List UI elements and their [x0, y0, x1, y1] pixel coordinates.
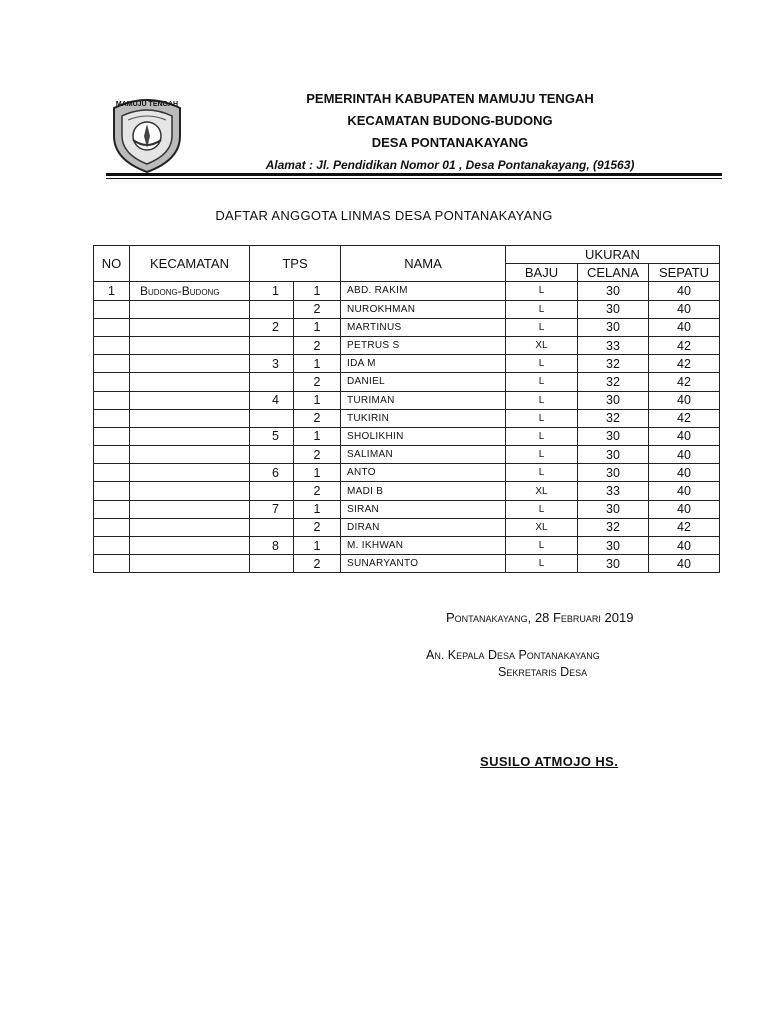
cell-sepatu: 40: [649, 282, 720, 300]
cell-tps: [250, 300, 294, 318]
cell-nama: TUKIRIN: [341, 409, 506, 427]
cell-baju: L: [506, 555, 578, 573]
cell-baju: L: [506, 427, 578, 445]
cell-nama: SALIMAN: [341, 446, 506, 464]
cell-kecamatan: [130, 336, 250, 354]
cell-celana: 30: [578, 537, 649, 555]
cell-tps: 3: [250, 355, 294, 373]
cell-idx: 1: [294, 500, 341, 518]
cell-no: 1: [94, 282, 130, 300]
district-name: KECAMATAN BUDONG-BUDONG: [347, 113, 553, 128]
cell-kecamatan: [130, 391, 250, 409]
header-baju: BAJU: [506, 264, 578, 282]
svg-text:MAMUJU TENGAH: MAMUJU TENGAH: [115, 101, 179, 108]
cell-celana: 30: [578, 282, 649, 300]
cell-baju: L: [506, 318, 578, 336]
cell-tps: 2: [250, 318, 294, 336]
cell-idx: 2: [294, 518, 341, 536]
cell-celana: 32: [578, 355, 649, 373]
cell-nama: NUROKHMAN: [341, 300, 506, 318]
cell-celana: 32: [578, 409, 649, 427]
cell-baju: L: [506, 282, 578, 300]
cell-kecamatan: [130, 464, 250, 482]
table-row: [94, 427, 720, 445]
cell-no: [94, 427, 130, 445]
cell-sepatu: 40: [649, 537, 720, 555]
cell-tps: [250, 409, 294, 427]
cell-sepatu: 40: [649, 427, 720, 445]
cell-sepatu: 40: [649, 464, 720, 482]
cell-kecamatan: [130, 500, 250, 518]
members-table: [93, 245, 720, 573]
cell-no: [94, 555, 130, 573]
cell-kecamatan: [130, 427, 250, 445]
header-kecamatan: KECAMATAN: [130, 246, 250, 282]
cell-sepatu: 40: [649, 500, 720, 518]
table-row: [94, 373, 720, 391]
cell-tps: 7: [250, 500, 294, 518]
table-row: [94, 446, 720, 464]
cell-nama: IDA M: [341, 355, 506, 373]
header-sepatu: SEPATU: [649, 264, 720, 282]
cell-tps: 6: [250, 464, 294, 482]
table-row: [94, 300, 720, 318]
cell-kecamatan: [130, 300, 250, 318]
cell-baju: XL: [506, 482, 578, 500]
cell-sepatu: 42: [649, 409, 720, 427]
cell-no: [94, 318, 130, 336]
cell-celana: 32: [578, 518, 649, 536]
table-row: [94, 464, 720, 482]
cell-nama: ANTO: [341, 464, 506, 482]
village-name: DESA PONTANAKAYANG: [371, 135, 529, 150]
cell-idx: 1: [294, 355, 341, 373]
cell-nama: ABD. RAKIM: [341, 282, 506, 300]
cell-celana: 33: [578, 482, 649, 500]
header-nama: NAMA: [341, 246, 506, 282]
table-row: [94, 282, 720, 300]
cell-sepatu: 40: [649, 391, 720, 409]
regency-emblem-logo: [106, 90, 188, 174]
cell-no: [94, 446, 130, 464]
cell-tps: 1: [250, 282, 294, 300]
cell-tps: [250, 518, 294, 536]
cell-nama: DANIEL: [341, 373, 506, 391]
cell-nama: SHOLIKHIN: [341, 427, 506, 445]
cell-kecamatan: [130, 318, 250, 336]
cell-no: [94, 391, 130, 409]
cell-celana: 30: [578, 300, 649, 318]
letterhead: [200, 88, 700, 175]
table-row: [94, 318, 720, 336]
cell-nama: TURIMAN: [341, 391, 506, 409]
cell-baju: L: [506, 373, 578, 391]
cell-sepatu: 40: [649, 446, 720, 464]
cell-kecamatan: [130, 482, 250, 500]
header-ukuran: UKURAN: [506, 246, 720, 264]
cell-tps: [250, 555, 294, 573]
table-row: [94, 482, 720, 500]
cell-baju: L: [506, 409, 578, 427]
cell-kecamatan: [130, 555, 250, 573]
cell-idx: 2: [294, 373, 341, 391]
table-row: [94, 355, 720, 373]
cell-tps: 4: [250, 391, 294, 409]
signatory-title: Sekretaris Desa: [498, 665, 588, 679]
cell-nama: MARTINUS: [341, 318, 506, 336]
cell-sepatu: 40: [649, 300, 720, 318]
cell-idx: 2: [294, 555, 341, 573]
cell-baju: L: [506, 300, 578, 318]
cell-no: [94, 464, 130, 482]
cell-kecamatan: [130, 537, 250, 555]
table-row: [94, 555, 720, 573]
cell-idx: 1: [294, 318, 341, 336]
cell-idx: 2: [294, 482, 341, 500]
cell-baju: L: [506, 355, 578, 373]
cell-celana: 30: [578, 555, 649, 573]
cell-nama: DIRAN: [341, 518, 506, 536]
cell-sepatu: 40: [649, 555, 720, 573]
letterhead-rule-thick: [106, 173, 722, 176]
cell-baju: L: [506, 537, 578, 555]
cell-no: [94, 500, 130, 518]
cell-idx: 1: [294, 282, 341, 300]
government-name: PEMERINTAH KABUPATEN MAMUJU TENGAH: [306, 91, 594, 106]
cell-idx: 1: [294, 537, 341, 555]
cell-celana: 32: [578, 373, 649, 391]
cell-no: [94, 300, 130, 318]
cell-no: [94, 355, 130, 373]
cell-baju: L: [506, 500, 578, 518]
cell-nama: M. IKHWAN: [341, 537, 506, 555]
cell-no: [94, 336, 130, 354]
table-row: [94, 537, 720, 555]
cell-no: [94, 482, 130, 500]
cell-nama: SIRAN: [341, 500, 506, 518]
cell-idx: 2: [294, 300, 341, 318]
cell-kecamatan: [130, 373, 250, 391]
cell-sepatu: 42: [649, 373, 720, 391]
table-row: [94, 336, 720, 354]
cell-baju: L: [506, 464, 578, 482]
cell-nama: SUNARYANTO: [341, 555, 506, 573]
table-row: [94, 518, 720, 536]
cell-idx: 1: [294, 427, 341, 445]
cell-idx: 1: [294, 464, 341, 482]
cell-tps: 8: [250, 537, 294, 555]
cell-celana: 33: [578, 336, 649, 354]
table-row: [94, 391, 720, 409]
cell-celana: 30: [578, 391, 649, 409]
cell-idx: 2: [294, 409, 341, 427]
table-row: [94, 409, 720, 427]
cell-celana: 30: [578, 318, 649, 336]
cell-kecamatan: [130, 409, 250, 427]
cell-idx: 2: [294, 446, 341, 464]
cell-no: [94, 373, 130, 391]
cell-tps: 5: [250, 427, 294, 445]
cell-kecamatan: [130, 355, 250, 373]
cell-baju: XL: [506, 336, 578, 354]
cell-tps: [250, 373, 294, 391]
cell-baju: L: [506, 446, 578, 464]
cell-sepatu: 40: [649, 318, 720, 336]
cell-no: [94, 537, 130, 555]
cell-sepatu: 40: [649, 482, 720, 500]
cell-no: [94, 518, 130, 536]
cell-celana: 30: [578, 427, 649, 445]
cell-kecamatan: [130, 518, 250, 536]
cell-nama: PETRUS S: [341, 336, 506, 354]
cell-sepatu: 42: [649, 336, 720, 354]
header-no: NO: [94, 246, 130, 282]
cell-celana: 30: [578, 446, 649, 464]
cell-kecamatan: Budong-Budong: [130, 282, 250, 300]
place-date: Pontanakayang, 28 Februari 2019: [446, 610, 634, 625]
signatory-position: An. Kepala Desa Pontanakayang: [426, 648, 600, 662]
cell-sepatu: 42: [649, 518, 720, 536]
cell-nama: MADI B: [341, 482, 506, 500]
cell-tps: [250, 446, 294, 464]
cell-idx: 2: [294, 336, 341, 354]
signatory-name: SUSILO ATMOJO HS.: [480, 754, 619, 769]
cell-baju: XL: [506, 518, 578, 536]
cell-sepatu: 42: [649, 355, 720, 373]
cell-celana: 30: [578, 464, 649, 482]
header-tps: TPS: [250, 246, 341, 282]
cell-idx: 1: [294, 391, 341, 409]
letterhead-rule-thin: [106, 178, 722, 179]
cell-tps: [250, 482, 294, 500]
cell-kecamatan: [130, 446, 250, 464]
document-title: DAFTAR ANGGOTA LINMAS DESA PONTANAKAYANG: [215, 208, 553, 223]
address: Alamat : Jl. Pendidikan Nomor 01 , Desa Pontanakayang, (91563): [265, 158, 635, 172]
cell-celana: 30: [578, 500, 649, 518]
cell-baju: L: [506, 391, 578, 409]
cell-no: [94, 409, 130, 427]
table-row: [94, 500, 720, 518]
cell-tps: [250, 336, 294, 354]
header-celana: CELANA: [578, 264, 649, 282]
